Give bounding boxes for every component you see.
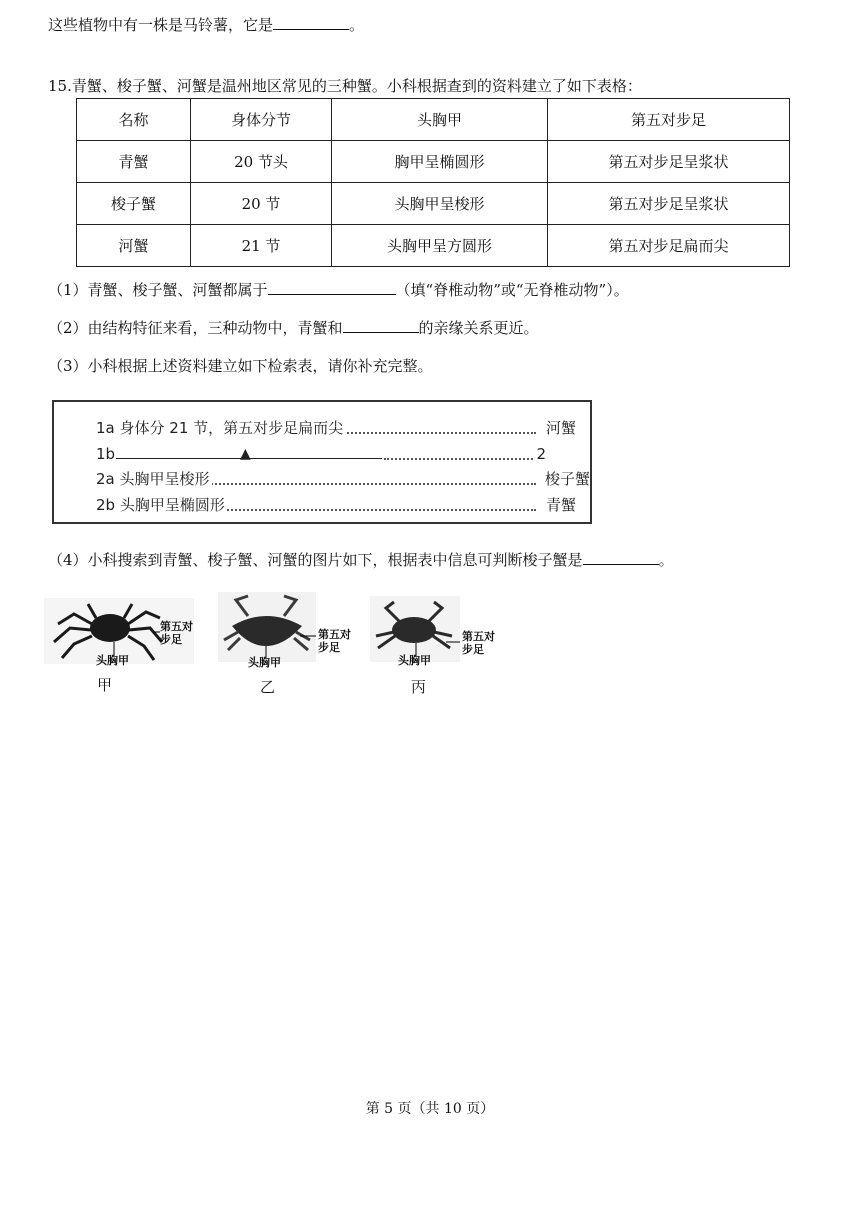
crab-yi-icon [218,592,316,662]
sub-question-2-end: 的亲缘关系更近。 [418,319,539,337]
table-header-row [77,99,790,141]
table-cell: 20 节头 [191,141,332,183]
sub-question-1-hint: （填“脊椎动物”或“无脊椎动物”）。 [395,281,629,299]
crab-image-bing [370,596,495,667]
crab-table [76,98,790,267]
answer-blank[interactable] [273,15,349,30]
caption-yi: 乙 [260,678,276,696]
table-cell: 青蟹 [77,141,191,183]
label-fifth-leg: 第五对步足 [462,630,495,656]
table-cell: 梭子蟹 [77,183,191,225]
answer-blank-1[interactable] [268,280,396,295]
label-carapace: 头胸甲 [248,656,281,669]
sub-question-3: （3）小科根据上述资料建立如下检索表，请你补充完整。 [48,357,433,375]
table-header: 第五对步足 [548,99,790,141]
table-cell: 第五对步足呈浆状 [548,141,790,183]
key-line-1a [96,417,576,439]
key-line-1b-text: 1b [96,445,116,463]
question-15-stem: 15.青蟹、梭子蟹、河蟹是温州地区常见的三种蟹。小科根据查到的资料建立了如下表格： [48,77,642,95]
key-line-2a-text: 2a 头胸甲呈梭形 [96,470,210,488]
key-line-1b [96,443,546,465]
intro-end: 。 [349,16,365,34]
intro-line [48,15,364,35]
key-line-2a [96,468,590,490]
table-row [77,183,790,225]
answer-blank-4[interactable] [583,550,659,565]
key-line-1b-result: 2 [536,445,546,463]
table-row [77,141,790,183]
crab-image-jia [44,598,194,667]
label-fifth-leg: 第五对步足 [160,620,193,646]
sub-question-2-text: （2）由结构特征来看，三种动物中，青蟹和 [48,319,343,337]
leader-dots [384,443,536,460]
table-header: 头胸甲 [332,99,548,141]
crab-image-yi [218,592,351,669]
caption-bing: 丙 [411,678,427,696]
sub-question-1-text: （1）青蟹、梭子蟹、河蟹都属于 [48,281,268,299]
page-footer: 第 5 页（共 10 页） [365,1101,495,1117]
sub-question-4 [48,550,674,570]
triangle-marker-icon: ▲ [240,446,251,462]
key-line-2b-text: 2b 头胸甲呈椭圆形 [96,496,225,514]
label-carapace: 头胸甲 [96,654,129,667]
table-header: 身体分节 [191,99,332,141]
crab-bing-icon [370,596,460,662]
key-line-2b [96,494,576,516]
table-cell: 河蟹 [77,225,191,267]
sub-question-4-text: （4）小科搜索到青蟹、梭子蟹、河蟹的图片如下，根据表中信息可判断梭子蟹是 [48,551,583,569]
table-cell: 第五对步足扁而尖 [548,225,790,267]
intro-text: 这些植物中有一株是马铃薯，它是 [48,16,274,34]
identification-key [52,400,592,524]
table-cell: 头胸甲呈梭形 [332,183,548,225]
label-carapace: 头胸甲 [398,654,431,667]
table-cell: 胸甲呈椭圆形 [332,141,548,183]
key-line-2b-result: 青蟹 [545,496,576,514]
label-fifth-leg: 第五对步足 [318,628,351,654]
table-cell: 第五对步足呈浆状 [548,183,790,225]
sub-question-4-end: 。 [658,551,674,569]
table-cell: 头胸甲呈方圆形 [332,225,548,267]
table-header: 名称 [77,99,191,141]
key-line-1a-result: 河蟹 [545,419,576,437]
answer-blank-2[interactable] [343,318,419,333]
key-line-2a-result: 梭子蟹 [544,470,590,488]
table-cell: 21 节 [191,225,332,267]
key-line-1a-text: 1a 身体分 21 节，第五对步足扁而尖 [96,419,344,437]
sub-question-2 [48,318,539,338]
table-row [77,225,790,267]
caption-jia: 甲 [97,676,113,694]
sub-question-1 [48,280,629,300]
table-cell: 20 节 [191,183,332,225]
